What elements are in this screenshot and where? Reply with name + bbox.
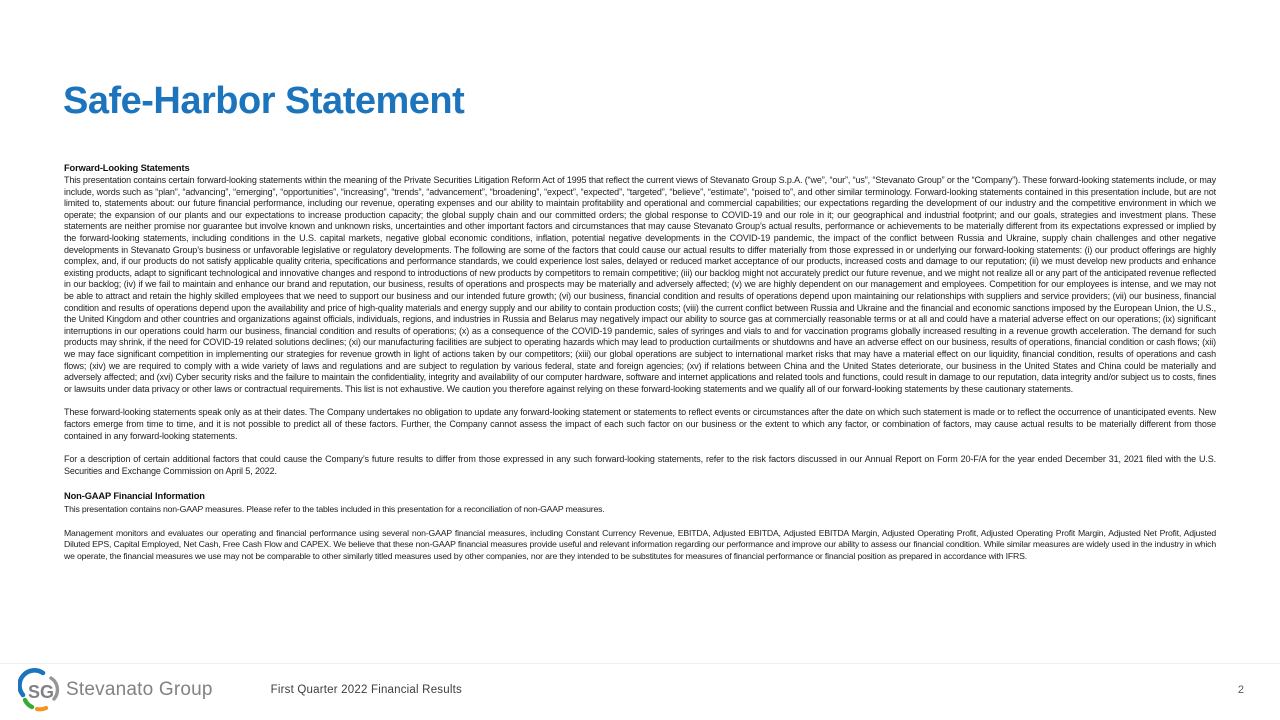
forward-looking-paragraph-2: These forward-looking statements speak only as at their dates. The Company undertakes no obligation to update any forward-looking statement or statements to reflect events or circumstances after the date on which such statement is made or to reflect the occurrence of unanticipated events. New factors emerge from time to time, and it is not possible to predict all of these factors. Further, the Company cannot assess the impact of each such factor on our business or the extent to which any factor, or combination of factors, may cause actual results to be materially different from those contained in any forward-looking statements. (64, 407, 1216, 441)
forward-looking-paragraph-3: For a description of certain additional factors that could cause the Company’s future results to differ from those expressed in any such forward-looking statements, refer to the risk factors discussed in our Annual Report on Form 20-F/A for the year ended December 31, 2021 filed with the U.S. Securities and Exchange Commission on April 5, 2022. (64, 454, 1216, 476)
company-name: Stevanato Group (66, 679, 213, 700)
footer (18, 666, 462, 714)
non-gaap-heading: Non-GAAP Financial Information (64, 491, 205, 502)
forward-looking-heading: Forward-Looking Statements (64, 163, 190, 173)
footer-subtitle: First Quarter 2022 Financial Results (270, 684, 462, 696)
page-number: 2 (1237, 684, 1244, 696)
footer-divider (0, 663, 1280, 664)
forward-looking-paragraph-1: This presentation contains certain forward-looking statements within the meaning of the Private Securities Litigation Reform Act of 1995 that reflect the current views of Stevanato Group S.p.A. (“we”, “our”, “us”, “Stevanato Group” or the “Company”). These forward-looking statements include, or may include, words such as “plan”, “advancing”, “emerging”, “opportunities”, “increasing”, “trends”, “advancement”, “broadening”, “expect”, “expected”, “targeted”, “believe”, “estimate”, “poised to”, and other similar terminology. Forward-looking statements contained in this presentation include, but are not limited to, statements about: our future financial performance, including our revenue, operating expenses and our ability to maintain profitability and operational and commercial capabilities; our expectations regarding the development of our industry and the competitive environment in which we operate; the expansion of our plants and our expectations to increase production capacity; the global supply chain and our committed orders; the global response to COVID-19 and our role in it; our geographical and industrial footprint; and our goals, strategies and investment plans. These statements are neither promise nor guarantee but involve known and unknown risks, uncertainties and other important factors and circumstances that may cause Stevanato Group’s actual results, performance or achievements to be materially different from its expectations expressed or implied by the forward-looking statements, including conditions in the U.S. capital markets, negative global economic conditions, inflation, potential negative developments in the COVID-19 pandemic, the impact of the conflict between Russia and Ukraine, supply chain challenges and other negative developments in Stevanato Group’s business or unfavorable legislative or regulatory developments. The following are some of the factors that could cause our actual results to differ materially from those expressed in or underlying our forward-looking statements: (i) our product offerings are highly complex, and, if our products do not satisfy applicable quality criteria, specifications and performance standards, we could experience lost sales, delayed or reduced market acceptance of our products, increased costs and damage to our reputation; (ii) we must develop new products and enhance existing products, adapt to significant technological and innovative changes and respond to introductions of new products by competitors to remain competitive; (iii) our backlog might not accurately predict our future revenue, and we might not realize all or any part of the anticipated revenue reflected in our backlog; (iv) if we fail to maintain and enhance our brand and reputation, our business, results of operations and prospects may be materially and adversely affected; (v) we are highly dependent on our management and employees. Competition for our employees is intense, and we may not be able to attract and retain the highly skilled employees that we need to support our business and our intended future growth; (vi) our business, financial condition and results of operations depend upon maintaining our relationships with suppliers and service providers; (vii) our business, financial condition and results of operations depend upon the availability and price of high-quality materials and energy supply and our ability to contain production costs; (viii) the current conflict between Russia and Ukraine and the financial and economic sanctions imposed by the European Union, the U.S., the United Kingdom and other countries and organizations against officials, individuals, regions, and industries in Russia and Belarus may negatively impact our ability to source gas at commercially reasonable terms or at all and could have a material adverse effect on our operations; (ix) significant interruptions in our operations could harm our business, financial condition and results of operations; (x) as a consequence of the COVID-19 pandemic, sales of syringes and vials to and for vaccination programs globally increased resulting in a revenue growth acceleration. The demand for such products may shrink, if the need for COVID-19 related solutions declines; (xi) our manufacturing facilities are subject to operating hazards which may lead to production curtailments or shutdowns and have an adverse effect on our business, results of operations, financial condition or cash flows; (xii) we may face significant competition in implementing our strategies for revenue growth in light of actions taken by our competitors; (xiii) our global operations are subject to international market risks that may have a material effect on our liquidity, financial condition, results of operations and cash flows; (xiv) we are required to comply with a wide variety of laws and regulations and are subject to regulation by various federal, state and foreign agencies; (xv) if relations between China and the United States deteriorate, our business in the United States and China could be materially and adversely affected; and (xvi) Cyber security risks and the failure to maintain the confidentiality, integrity and availability of our computer hardware, software and internet applications and related tools and functions, could result in damage to our reputation, data integrity and/or subject us to costs, fines or lawsuits under data privacy or other laws or contractual requirements. This list is not exhaustive. We caution you therefore against relying on these forward-looking statements and we qualify all of our forward-looking statements by these cautionary statements. (64, 175, 1216, 394)
stevanato-group-logo-icon (18, 668, 62, 712)
page-title: Safe-Harbor Statement (63, 80, 465, 122)
body-text (64, 163, 1216, 562)
logo-monogram: SG (28, 682, 55, 702)
non-gaap-intro: This presentation contains non-GAAP measures. Please refer to the tables included in this presentation for a reconciliation of non-GAAP measures. (64, 503, 605, 514)
non-gaap-paragraph: Management monitors and evaluates our operating and financial performance using several non-GAAP financial measures, including Constant Currency Revenue, EBITDA, Adjusted EBITDA, Adjusted EBITDA Margin, Adjusted Operating Profit, Adjusted Operating Profit Margin, Adjusted Net Profit, Adjusted Diluted EPS, Capital Employed, Net Cash, Free Cash Flow and CAPEX. We believe that these non-GAAP financial measures provide useful and relevant information regarding our performance and improve our ability to assess our financial condition. While similar measures are widely used in the industry in which we operate, the financial measures we use may not be comparable to other similarly titled measures used by other companies, nor are they intended to be substitutes for measures of financial performance or financial position as prepared in accordance with IFRS. (64, 527, 1216, 561)
